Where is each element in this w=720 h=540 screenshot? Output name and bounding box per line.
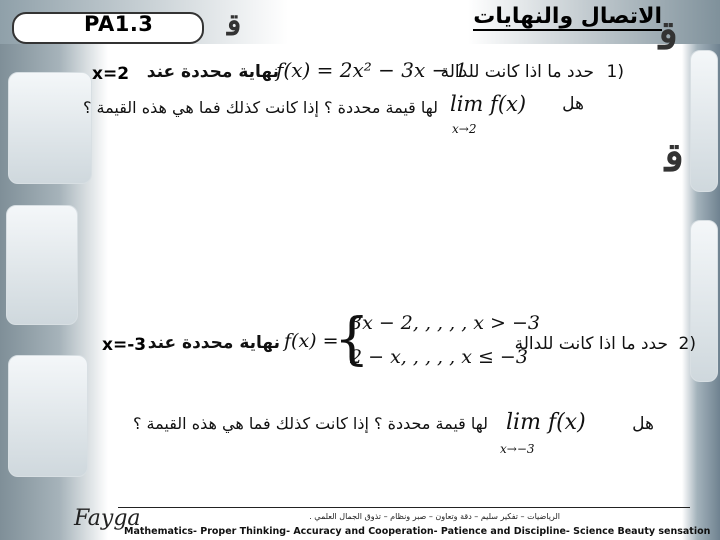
piecewise-brace: { [334, 307, 370, 372]
q1-limit-subscript: x→2 [452, 122, 477, 136]
q2-case-1: 3x − 2, , , , , x > −3 [350, 312, 541, 334]
q2-limit-text: نهاية محددة عند [147, 333, 280, 353]
lim-word: lim [506, 410, 541, 435]
q1-function: f(x) = 2x² − 3x − 1 [276, 58, 468, 82]
q2-number: (2 [678, 334, 696, 354]
iqraa-logo: ﻗ [664, 134, 684, 181]
page-title: الاتصال والنهايات [473, 4, 662, 29]
footer-english-motto: Mathematics- Proper Thinking- Accuracy and Cooperation- Patience and Discipline- Science Beauty sensation [124, 526, 711, 537]
q2-limit-expression [506, 410, 586, 435]
q2-point: x=-3 [102, 335, 147, 355]
decorative-tile [6, 205, 78, 325]
q2-case-2: 2 − x, , , , , x ≤ −3 [350, 346, 528, 368]
q1-question-tail: لها قيمة محددة ؟ إذا كانت كذلك فما هي هذه القيمة ؟ [82, 98, 438, 117]
decorative-tile [8, 72, 92, 184]
iqraa-logo: ﻗ [226, 8, 242, 43]
q1-point: x=2 [92, 64, 130, 84]
q2-limit-subscript: x→−3 [500, 442, 535, 456]
q1-limit-text: نهاية محددة عند [146, 62, 279, 82]
q2-question-tail: لها قيمة محددة ؟ إذا كانت كذلك فما هي هذه القيمة ؟ [132, 414, 488, 433]
lim-function: f(x) [490, 92, 527, 116]
q1-prompt: حدد ما اذا كانت للدالة [440, 62, 594, 82]
q2-prompt: حدد ما اذا كانت للدالة [514, 334, 668, 354]
q2-function-lhs: f(x) = [284, 330, 339, 352]
q1-number: (1 [606, 62, 624, 82]
iqraa-logo: ﻗ [658, 12, 678, 59]
footer-divider [118, 507, 690, 508]
decorative-tile [690, 220, 718, 382]
q2-hal: هل [632, 414, 654, 434]
author-signature: Fayga [74, 506, 141, 531]
q1-limit-expression [450, 92, 526, 116]
lim-word: lim [450, 92, 484, 116]
decorative-tile [8, 355, 88, 477]
lesson-code: PA1.3 [84, 12, 154, 36]
q1-hal: هل [562, 94, 584, 114]
lim-function: f(x) [547, 410, 586, 435]
footer-arabic-motto: الرياضيات – تفكير سليم – دقة وتعاون – صبر ونظام – تذوق الجمال العلمي . [309, 512, 560, 521]
